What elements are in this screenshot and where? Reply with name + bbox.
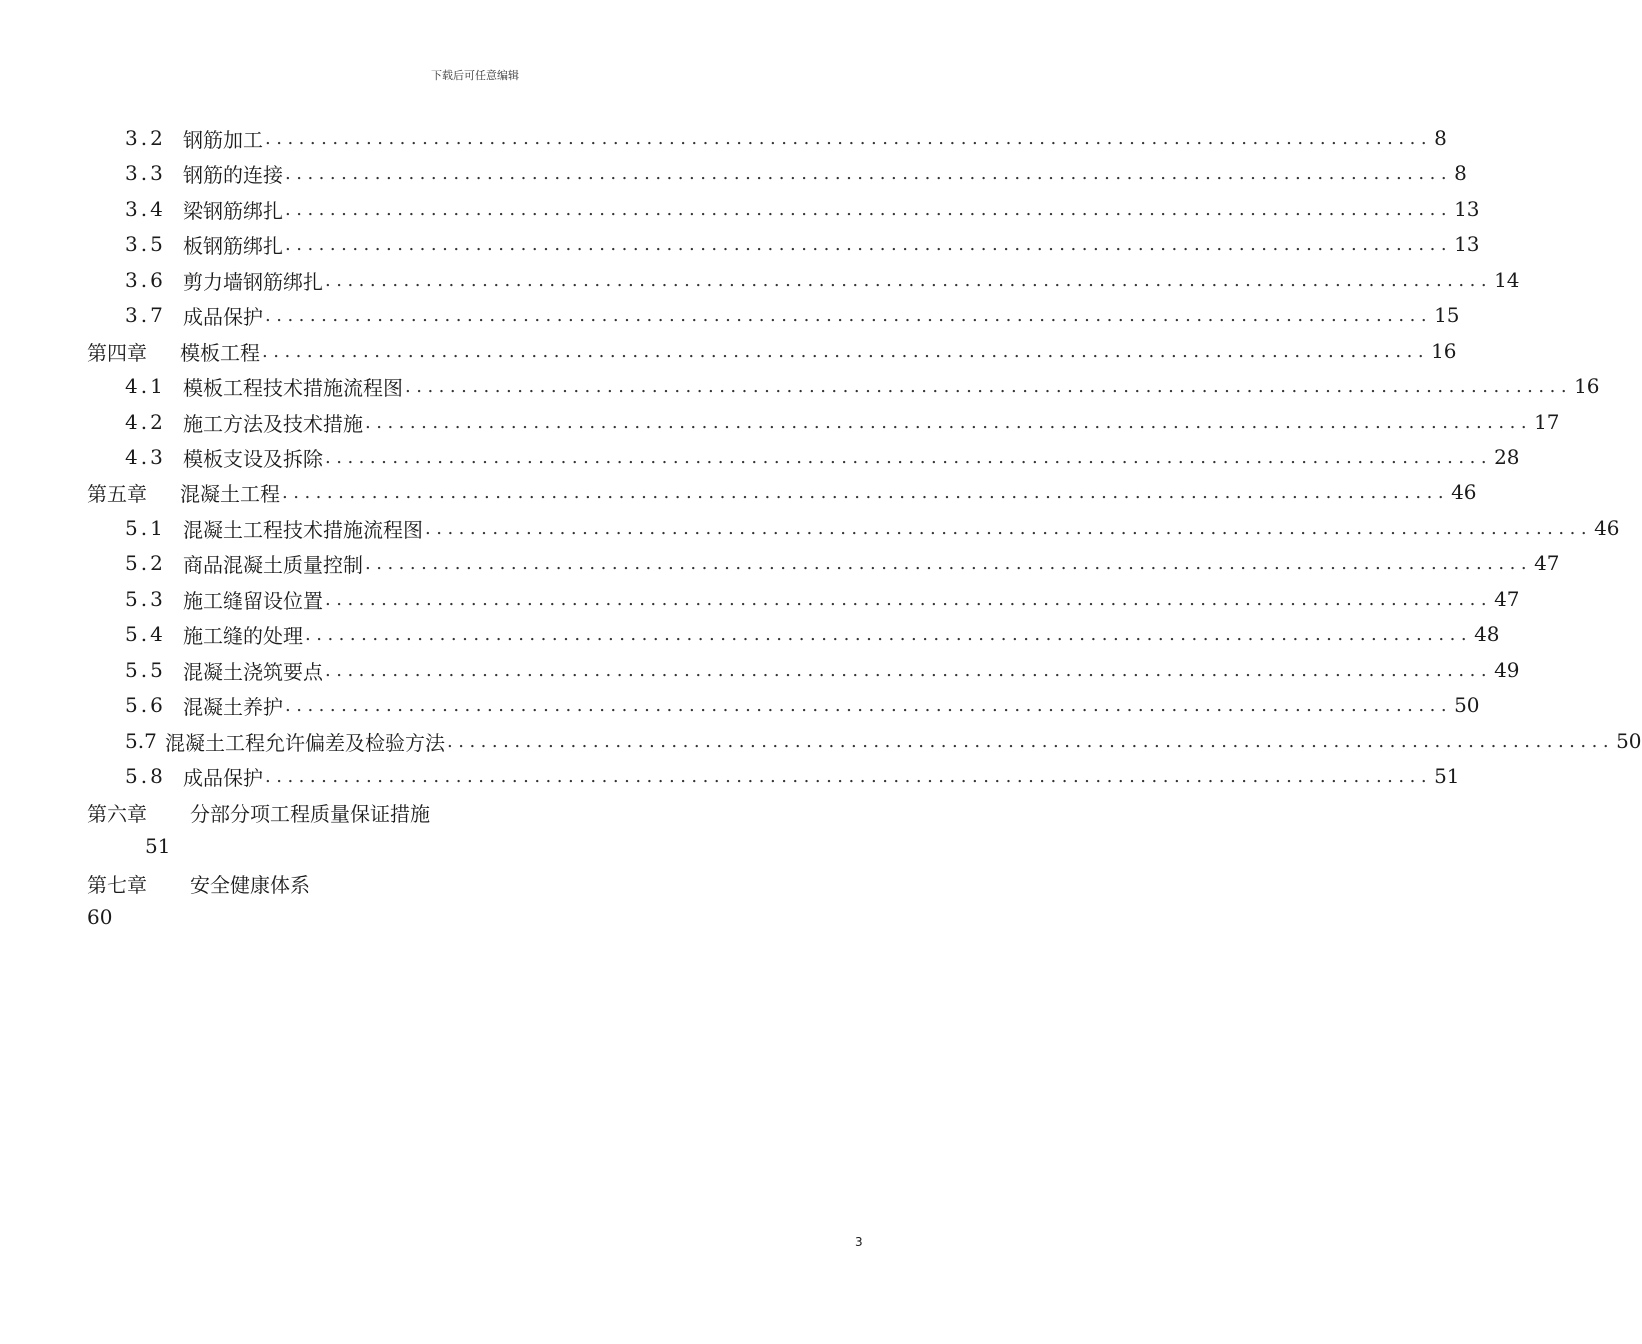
toc-page: 15 — [1434, 303, 1460, 327]
toc-entry-4-2[interactable] — [125, 407, 1560, 437]
toc-page: 47 — [1494, 587, 1520, 611]
toc-number: 5.4 — [125, 622, 166, 646]
toc-leader: ........................................................................................................ — [365, 552, 1533, 574]
toc-page: 50 — [1616, 729, 1642, 753]
toc-title: 梁钢筋绑扎 — [183, 198, 283, 223]
toc-entry-5-5[interactable] — [125, 655, 1520, 685]
toc-leader: ........................................................................................................ — [325, 269, 1493, 291]
toc-leader: ........................................................................................................ — [265, 304, 1433, 326]
toc-number: 4.3 — [125, 445, 166, 469]
toc-leader: ........................................................................................................ — [265, 765, 1433, 787]
toc-title: 模板工程 — [180, 340, 260, 365]
toc-page: 17 — [1534, 410, 1560, 434]
toc-entry-5-8[interactable] — [125, 761, 1460, 791]
toc-chapter7-number[interactable]: 第七章 — [87, 873, 147, 897]
toc-title: 混凝土工程允许偏差及检验方法 — [165, 730, 445, 755]
page-number: 3 — [855, 1235, 863, 1249]
toc-number: 3.5 — [125, 232, 166, 256]
toc-leader: ........................................................................................................ — [365, 411, 1533, 433]
toc-page: 16 — [1574, 374, 1600, 398]
toc-entry-3-5[interactable] — [125, 229, 1480, 259]
toc-page: 48 — [1474, 622, 1500, 646]
toc-title: 混凝土养护 — [183, 694, 283, 719]
toc-title: 商品混凝土质量控制 — [183, 552, 363, 577]
toc-entry-5-2[interactable] — [125, 548, 1560, 578]
toc-page: 46 — [1594, 516, 1620, 540]
toc-title: 施工缝的处理 — [183, 623, 303, 648]
toc-title: 钢筋加工 — [183, 127, 263, 152]
toc-page: 13 — [1454, 232, 1480, 256]
toc-leader: ........................................................................................................ — [285, 233, 1453, 255]
toc-entry-3-4[interactable] — [125, 194, 1480, 224]
toc-number: 3.7 — [125, 303, 166, 327]
toc-number: 3.6 — [125, 268, 166, 292]
toc-page: 8 — [1434, 126, 1447, 150]
toc-title: 施工缝留设位置 — [183, 588, 323, 613]
toc-chapter6-page: 51 — [145, 834, 171, 858]
toc-leader: ........................................................................................................ — [447, 730, 1615, 752]
toc-title: 混凝土工程 — [180, 481, 280, 506]
toc-title: 成品保护 — [183, 765, 263, 790]
toc-title: 混凝土浇筑要点 — [183, 659, 323, 684]
toc-entry-chapter-4[interactable] — [87, 336, 1457, 366]
toc-leader: ........................................................................................................ — [285, 162, 1453, 184]
toc-title: 板钢筋绑扎 — [183, 233, 283, 258]
toc-number: 3.3 — [125, 161, 166, 185]
toc-title: 成品保护 — [183, 304, 263, 329]
toc-leader: ........................................................................................................ — [262, 340, 1430, 362]
toc-leader: ........................................................................................................ — [325, 588, 1493, 610]
toc-title: 剪力墙钢筋绑扎 — [183, 269, 323, 294]
toc-page: 8 — [1454, 161, 1467, 185]
toc-title: 模板工程技术措施流程图 — [183, 375, 403, 400]
toc-chapter-number: 第四章 — [87, 340, 147, 365]
toc-entry-3-2[interactable] — [125, 123, 1447, 153]
toc-page: 46 — [1451, 480, 1477, 504]
toc-page: 13 — [1454, 197, 1480, 221]
toc-entry-4-1[interactable] — [125, 371, 1600, 401]
toc-leader: ........................................................................................................ — [282, 481, 1450, 503]
page-header: 下载后可任意编辑 — [431, 69, 519, 82]
toc-entry-4-3[interactable] — [125, 442, 1520, 472]
toc-chapter-number: 第五章 — [87, 481, 147, 506]
toc-leader: ........................................................................................................ — [285, 694, 1453, 716]
toc-number: 3.2 — [125, 126, 166, 150]
toc-page: 28 — [1494, 445, 1520, 469]
toc-leader: ........................................................................................................ — [425, 517, 1593, 539]
toc-number: 5.1 — [125, 516, 166, 540]
toc-page: 51 — [1434, 764, 1460, 788]
toc-entry-5-7[interactable] — [125, 726, 1642, 756]
toc-chapter7-title[interactable]: 安全健康体系 — [190, 873, 310, 897]
toc-leader: ........................................................................................................ — [405, 375, 1573, 397]
toc-entry-5-3[interactable] — [125, 584, 1520, 614]
toc-entry-3-3[interactable] — [125, 158, 1467, 188]
toc-leader: ........................................................................................................ — [325, 446, 1493, 468]
toc-number: 4.2 — [125, 410, 166, 434]
toc-leader: ........................................................................................................ — [325, 659, 1493, 681]
toc-number: 4.1 — [125, 374, 166, 398]
toc-entry-5-1[interactable] — [125, 513, 1620, 543]
toc-number: 5.7 — [125, 729, 157, 753]
toc-number: 5.8 — [125, 764, 166, 788]
toc-chapter7-page: 60 — [87, 905, 113, 929]
toc-page: 49 — [1494, 658, 1520, 682]
toc-leader: ........................................................................................................ — [265, 127, 1433, 149]
toc-number: 3.4 — [125, 197, 166, 221]
toc-page: 50 — [1454, 693, 1480, 717]
toc-entry-3-7[interactable] — [125, 300, 1460, 330]
toc-leader: ........................................................................................................ — [305, 623, 1473, 645]
toc-page: 47 — [1534, 551, 1560, 575]
toc-chapter6-title[interactable]: 分部分项工程质量保证措施 — [190, 802, 430, 826]
toc-title: 混凝土工程技术措施流程图 — [183, 517, 423, 542]
toc-title: 钢筋的连接 — [183, 162, 283, 187]
toc-entry-chapter-5[interactable] — [87, 477, 1477, 507]
toc-entry-5-6[interactable] — [125, 690, 1480, 720]
toc-page: 16 — [1431, 339, 1457, 363]
toc-entry-5-4[interactable] — [125, 619, 1500, 649]
toc-number: 5.2 — [125, 551, 166, 575]
toc-number: 5.3 — [125, 587, 166, 611]
toc-number: 5.6 — [125, 693, 166, 717]
toc-page: 14 — [1494, 268, 1520, 292]
toc-title: 模板支设及拆除 — [183, 446, 323, 471]
toc-number: 5.5 — [125, 658, 166, 682]
toc-entry-3-6[interactable] — [125, 265, 1520, 295]
toc-leader: ........................................................................................................ — [285, 198, 1453, 220]
toc-chapter6-number[interactable]: 第六章 — [87, 802, 147, 826]
toc-title: 施工方法及技术措施 — [183, 411, 363, 436]
